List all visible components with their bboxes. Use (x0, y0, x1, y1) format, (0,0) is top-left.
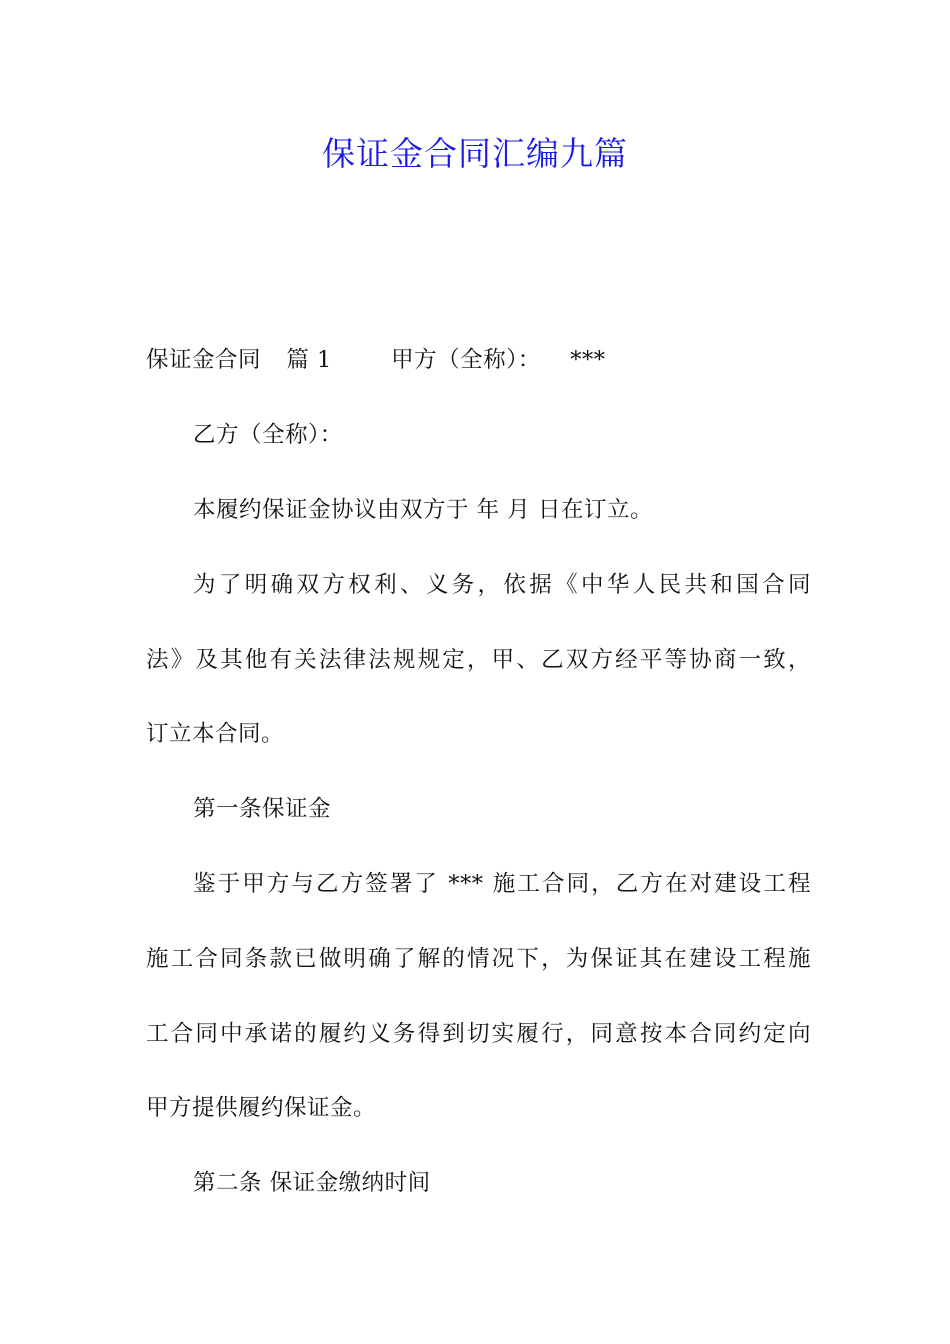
intro-line-2: 法》及其他有关法律法规规定，甲、乙双方经平等协商一致， (146, 647, 811, 673)
section-number: 篇 1 (286, 347, 332, 373)
article-1-heading: 第一条保证金 (193, 796, 332, 822)
document-title: 保证金合同汇编九篇 (322, 134, 628, 173)
party-a-value: *** (570, 347, 606, 373)
article-1-line-4: 甲方提供履约保证金。 (146, 1095, 377, 1121)
intro-line-1: 为了明确双方权利、义务，依据《中华人民共和国合同 (193, 572, 811, 598)
article-2-heading: 第二条 保证金缴纳时间 (193, 1170, 431, 1196)
section-label: 保证金合同 (146, 347, 262, 373)
article-1-line-1: 鉴于甲方与乙方签署了 *** 施工合同，乙方在对建设工程 (193, 871, 811, 897)
agreement-date-line: 本履约保证金协议由双方于 年 月 日在订立。 (193, 497, 653, 523)
article-1-line-3: 工合同中承诺的履约义务得到切实履行，同意按本合同约定向 (146, 1021, 811, 1047)
article-1-line-2: 施工合同条款已做明确了解的情况下，为保证其在建设工程施 (146, 946, 811, 972)
party-b-line: 乙方（全称）： (193, 422, 343, 448)
party-a-label: 甲方（全称）： (391, 347, 541, 373)
contract-header-line (146, 345, 811, 375)
intro-line-3: 订立本合同。 (146, 721, 285, 747)
